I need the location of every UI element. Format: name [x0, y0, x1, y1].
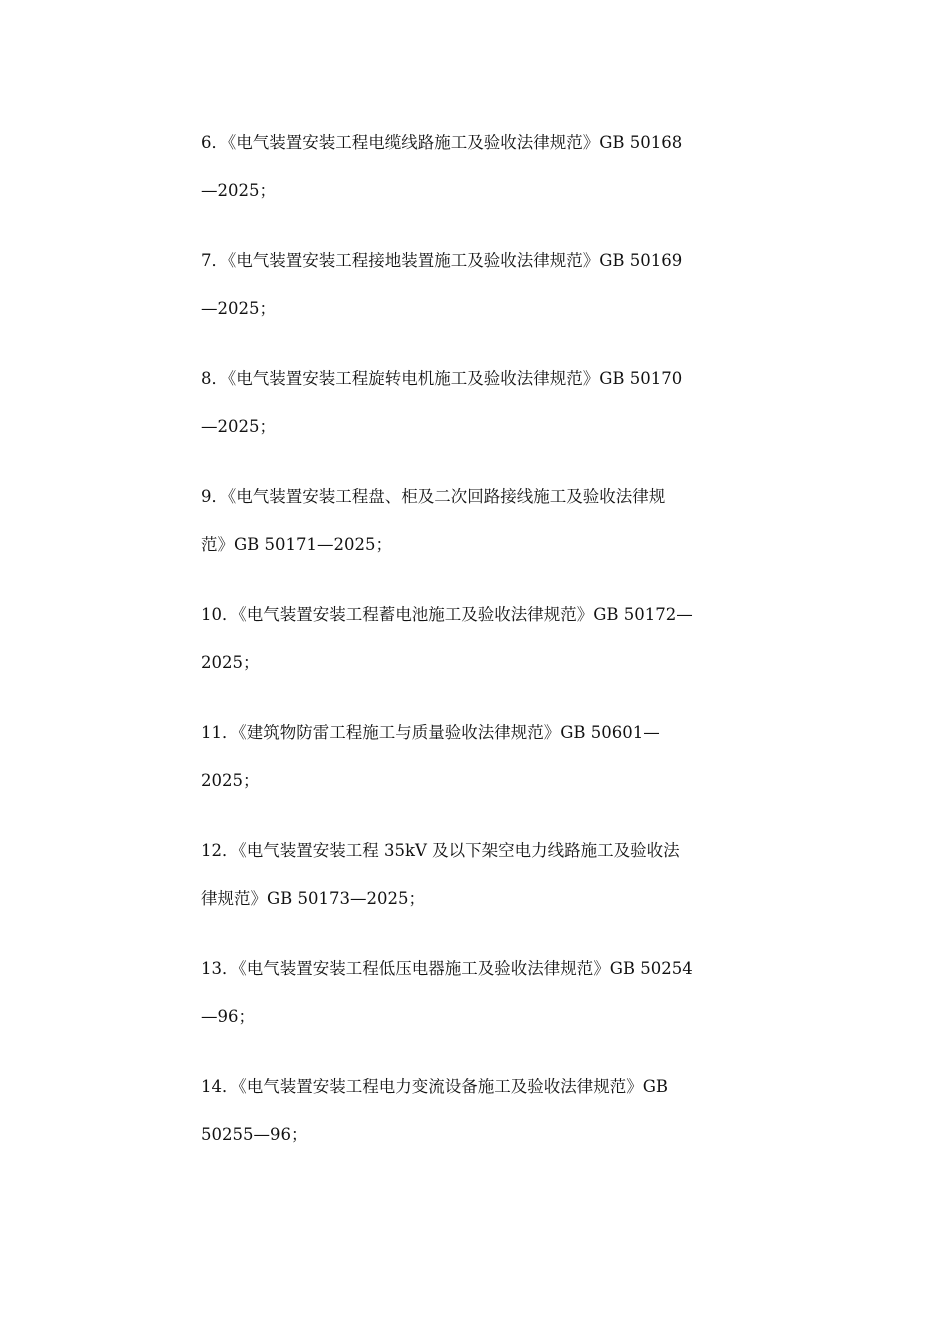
list-item: [201, 473, 753, 568]
list-item: [201, 237, 753, 332]
list-item-line: —2025；: [201, 180, 276, 200]
list-item-line: 11．《建筑物防雷工程施工与质量验收法律规范》GB 50601—: [201, 723, 660, 742]
standards-list: [201, 119, 753, 1158]
list-item-line: 2025；: [201, 652, 260, 672]
list-item-line: 14．《电气装置安装工程电力变流设备施工及验收法律规范》GB: [201, 1077, 669, 1096]
list-item-line: 7．《电气装置安装工程接地装置施工及验收法律规范》GB 50169: [201, 251, 683, 270]
list-item-line: 6．《电气装置安装工程电缆线路施工及验收法律规范》GB 50168: [201, 133, 683, 152]
list-item-line: 50255—96；: [201, 1124, 308, 1144]
list-item-line: —2025；: [201, 298, 276, 318]
list-item-line: 10．《电气装置安装工程蓄电池施工及验收法律规范》GB 50172—: [201, 605, 693, 624]
list-item-line: 12．《电气装置安装工程 35kV 及以下架空电力线路施工及验收法: [201, 841, 680, 860]
list-item: [201, 591, 753, 686]
list-item-line: —2025；: [201, 416, 276, 436]
list-item-line: 范》GB 50171—2025；: [201, 534, 393, 554]
list-item-line: 9．《电气装置安装工程盘、柜及二次回路接线施工及验收法律规: [201, 487, 666, 506]
list-item-line: 2025；: [201, 770, 260, 790]
list-item-line: 8．《电气装置安装工程旋转电机施工及验收法律规范》GB 50170: [201, 369, 683, 388]
list-item-line: 13．《电气装置安装工程低压电器施工及验收法律规范》GB 50254: [201, 959, 693, 978]
list-item: [201, 355, 753, 450]
list-item-line: 律规范》GB 50173—2025；: [201, 888, 426, 908]
list-item: [201, 119, 753, 214]
list-item: [201, 945, 753, 1040]
list-item-line: —96；: [201, 1006, 255, 1026]
list-item: [201, 709, 753, 804]
list-item: [201, 827, 753, 922]
list-item: [201, 1063, 753, 1158]
